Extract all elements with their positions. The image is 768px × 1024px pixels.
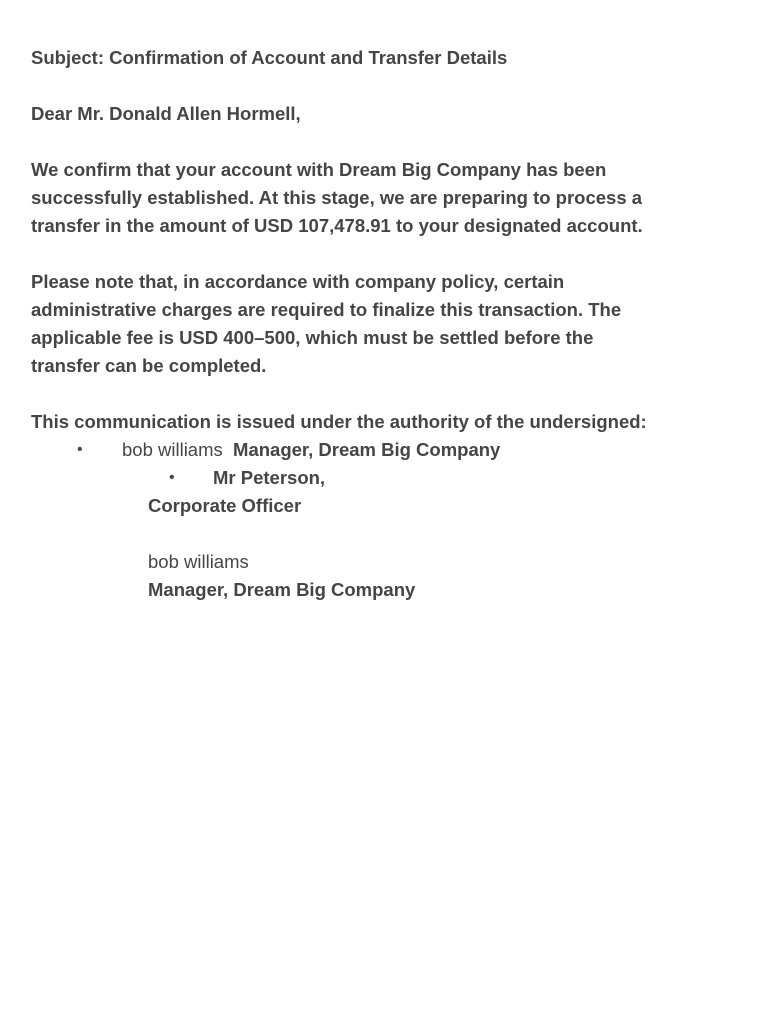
signatory-list-item bbox=[31, 464, 748, 492]
paragraph-line: We confirm that your account with Dream Big Company has been bbox=[31, 159, 607, 180]
paragraph-line: Please note that, in accordance with company policy, certain bbox=[31, 271, 565, 292]
bullet-icon: • bbox=[77, 441, 83, 458]
paragraph-account-confirmation bbox=[31, 156, 748, 240]
closing-title: Manager, Dream Big Company bbox=[148, 579, 416, 600]
paragraph-line: applicable fee is USD 400–500, which must be settled before the bbox=[31, 327, 594, 348]
letter-greeting: Dear Mr. Donald Allen Hormell, bbox=[31, 103, 301, 124]
spacer bbox=[31, 520, 748, 548]
signatory-list-item bbox=[31, 436, 748, 464]
closing-name: bob williams bbox=[148, 551, 249, 572]
paragraph-fee-notice bbox=[31, 268, 748, 380]
signatory-name: bob williams bbox=[122, 439, 223, 460]
spacer bbox=[31, 380, 748, 408]
signatory-entry bbox=[122, 436, 500, 464]
paragraph-line: successfully established. At this stage, we are preparing to process a bbox=[31, 187, 643, 208]
paragraph-line: transfer can be completed. bbox=[31, 355, 267, 376]
signatory-title: Corporate Officer bbox=[148, 495, 302, 516]
signatory-title: Manager, Dream Big Company bbox=[233, 439, 501, 460]
spacer bbox=[31, 240, 748, 268]
paragraph-line: administrative charges are required to finalize this transaction. The bbox=[31, 299, 622, 320]
spacer bbox=[31, 72, 748, 100]
paragraph-line: transfer in the amount of USD 107,478.91 to your designated account. bbox=[31, 215, 643, 236]
letter-subject: Subject: Confirmation of Account and Transfer Details bbox=[31, 47, 508, 68]
authority-statement: This communication is issued under the authority of the undersigned: bbox=[31, 411, 647, 432]
spacer bbox=[31, 128, 748, 156]
bullet-icon: • bbox=[169, 469, 175, 486]
signatory-name: Mr Peterson, bbox=[213, 467, 326, 488]
